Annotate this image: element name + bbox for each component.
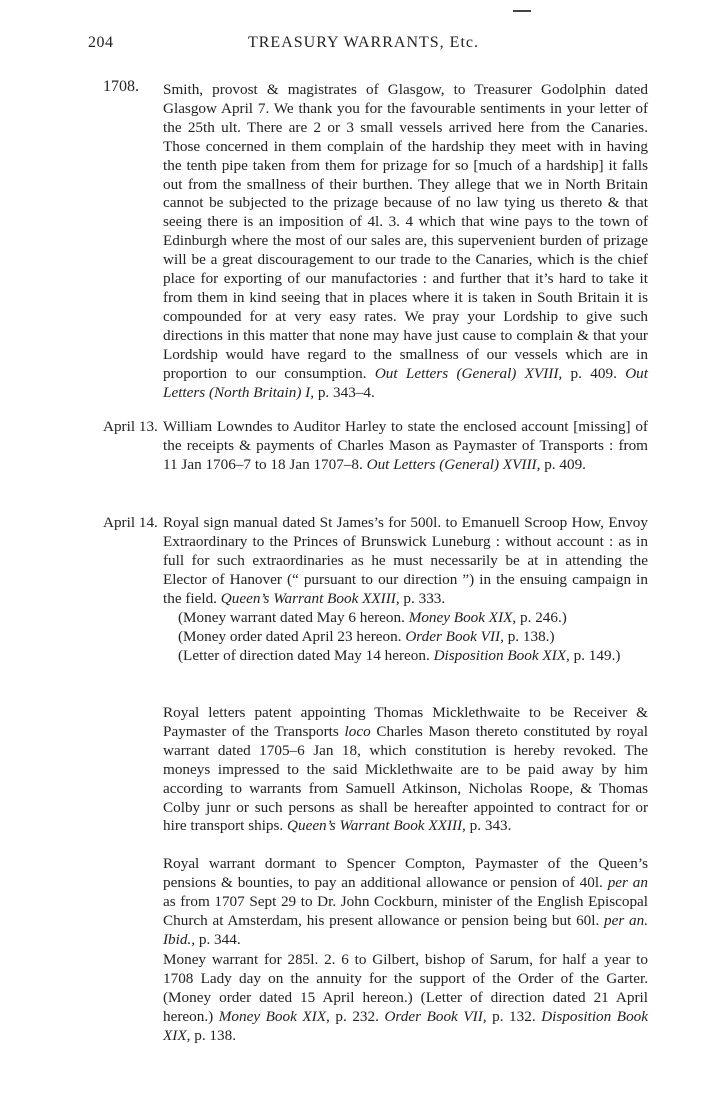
running-title: TREASURY WARRANTS, Etc. [247, 34, 479, 51]
sub-money-order: (Money order dated April 23 hereon. Order Book VII, p. 138.) [178, 628, 555, 645]
entry-money-warrant: Money warrant for 285l. 2. 6 to Gilbert, bishop of Sarum, for half a year to 1708 Lady day on the annuity for the support of the Order of the Garter. (Money order dated 15 April hereon.) (Letter of direction dated 21 April hereon.) Money Book XIX, p. 232. Order Book VII, p. 132. Disposition Book XIX, p. 138. [163, 951, 649, 1044]
page-header [0, 34, 727, 56]
entry-date: April 14. [103, 514, 158, 531]
entry-glasgow-letter: Smith, provost & magistrates of Glasgow, to Treasurer Godolphin dated Glasgow April 7. We thank you for the favourable sentiments in your letter of the 25th ult. There are 2 or 3 small vessels arrived here from the Canaries. Those concerned in them complain of the hardship they meet with in having the tenth pipe taken from them for prizage for so [much of a hardship] it falls out from the smallness of their burthen. They allege that we in North Britain cannot be subjected to the prizage because of no law tying us thereto & that seeing there is an imposition of 4l. 3. 4 which that wine pays to the town of Edinburgh where the most of our sales are, this supervenient burden of prizage will be a great discouragement to our trade to the Canaries, which is the chief place for exporting of our manufactories : and further that it’s hard to take it from them in kind seeing that in places where it is taken in South Britain it is compounded for at very easy rates. We pray your Lordship to give such directions in this matter that none may have just cause to complain & that your Lordship would have regard to the smallness of our vessels which are in proportion to our consumption. Out Letters (General) XVIII, p. 409. Out Letters (North Britain) I, p. 343–4. [163, 81, 648, 401]
entry-royal-sign-manual: Royal sign manual dated St James’s for 500l. to Emanuell Scroop How, Envoy Extraordinary to the Princes of Brunswick Luneburg : without account : as in full for such extraordinaries as he must necessarily be at in attending the Elector of Hanover (“ pursuant to our direction ”) in the ensuing campaign in the field. Queen’s Warrant Book XXIII, p. 333. [163, 514, 648, 607]
entry-warrant-dormant: Royal warrant dormant to Spencer Compton, Paymaster of the Queen’s pensions & bounties, to pay an additional allowance or pension of 40l. per an as from 1707 Sept 29 to Dr. John Cockburn, minister of the English Episcopal Church at Amsterdam, his present allowance or pension being but 60l. per an. Ibid., p. 344. [163, 855, 649, 948]
top-mark [513, 10, 531, 12]
sub-letter-of-direction: (Letter of direction dated May 14 hereon. Disposition Book XIX, p. 149.) [178, 647, 621, 664]
entry-letters-patent: Royal letters patent appointing Thomas Micklethwaite to be Receiver & Paymaster of the Transports loco Charles Mason thereto constituted by royal warrant dated 1705–6 Jan 18, which constitution is hereby revoked. The moneys impressed to the said Micklethwaite are to be paid away by him according to warrants from Samuell Atkinson, Nicholas Roope, & Thomas Colby junr or such persons as shall be hereafter appointed to contract for or hire transport ships. Queen’s Warrant Book XXIII, p. 343. [163, 704, 648, 835]
entry-lowndes-letter: William Lowndes to Auditor Harley to state the enclosed account [missing] of the receipts & payments of Charles Mason as Paymaster of Transports : from 11 Jan 1706–7 to 18 Jan 1707–8. Out Letters (General) XVIII, p. 409. [163, 418, 648, 473]
entry-date: April 13. [103, 418, 158, 435]
sub-money-warrant: (Money warrant dated May 6 hereon. Money Book XIX, p. 246.) [178, 609, 567, 626]
page-number: 204 [88, 34, 114, 51]
margin-year: 1708. [103, 78, 139, 95]
